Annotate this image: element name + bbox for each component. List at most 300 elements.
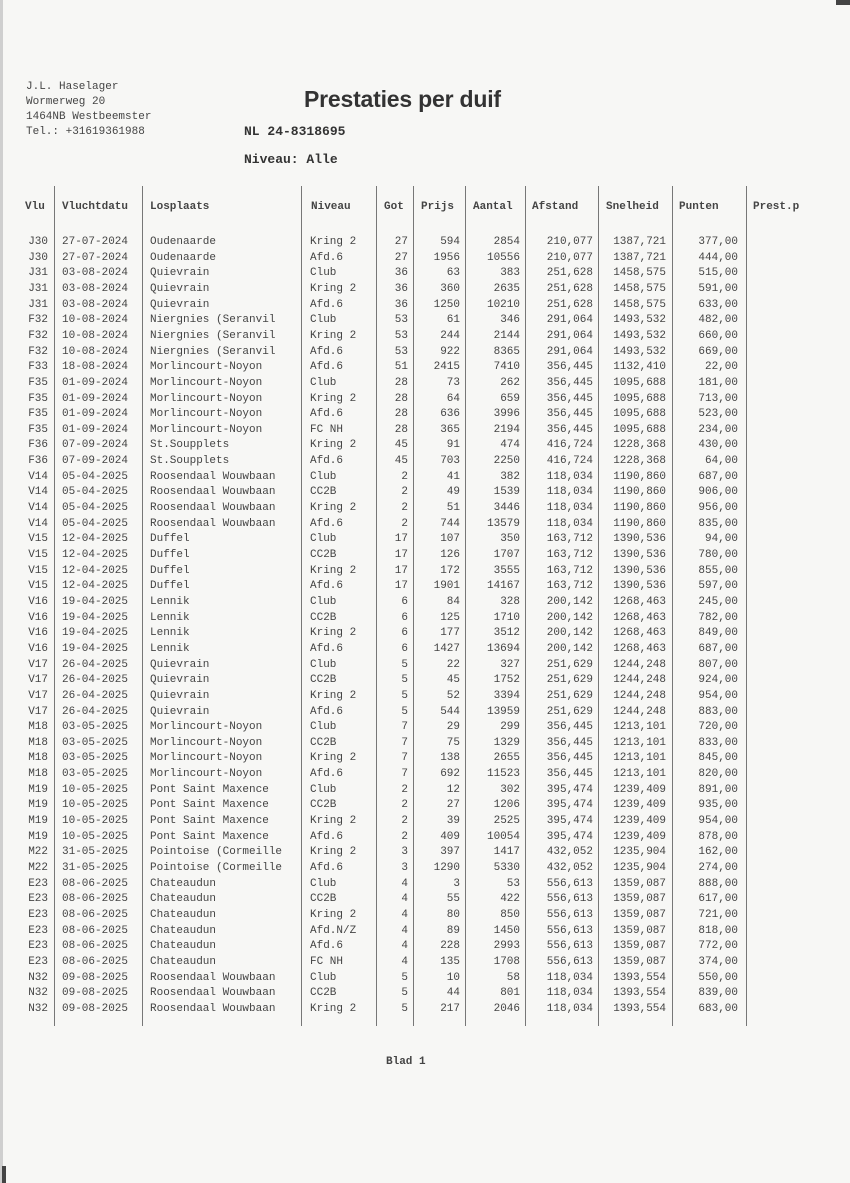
- cell-level: Afd.6: [310, 361, 344, 374]
- table-row: [0, 377, 850, 393]
- cell-release-site: Chateaudun: [150, 940, 217, 953]
- cell-level: Afd.6: [310, 345, 344, 358]
- cell-date: 27-07-2024: [62, 236, 129, 248]
- cell-prize: 397: [440, 846, 460, 859]
- cell-release-site: Chateaudun: [150, 893, 217, 906]
- table-row: [0, 846, 850, 862]
- cell-distance: 200,142: [546, 642, 593, 655]
- cell-vlu: E23: [28, 893, 48, 906]
- cell-count: 53: [506, 877, 520, 890]
- cell-vlu: M19: [28, 783, 48, 796]
- cell-got: 4: [401, 908, 408, 921]
- cell-vlu: F35: [28, 376, 48, 389]
- cell-distance: 200,142: [546, 627, 593, 640]
- cell-prize: 922: [440, 345, 460, 358]
- cell-prize: 544: [440, 705, 460, 718]
- cell-release-site: Pont Saint Maxence: [150, 783, 269, 796]
- cell-points: 845,00: [698, 752, 738, 765]
- table-row: [0, 252, 850, 268]
- table-row: [0, 737, 850, 753]
- cell-release-site: Lennik: [150, 611, 190, 624]
- cell-speed: 1268,463: [613, 595, 666, 608]
- cell-speed: 1359,087: [613, 877, 666, 890]
- cell-level: Kring 2: [310, 564, 357, 577]
- cell-prize: 125: [440, 611, 460, 624]
- cell-prize: 27: [446, 799, 460, 812]
- cell-prize: 1956: [433, 251, 460, 264]
- cell-vlu: V16: [28, 627, 48, 640]
- cell-level: Club: [310, 470, 337, 483]
- cell-count: 3394: [493, 689, 520, 702]
- cell-points: 162,00: [698, 846, 738, 859]
- cell-level: CC2B: [310, 549, 337, 561]
- cell-prize: 1290: [433, 862, 460, 874]
- cell-prize: 51: [446, 502, 460, 515]
- cell-prize: 1427: [433, 642, 460, 655]
- cell-got: 45: [394, 455, 408, 468]
- cell-level: Club: [310, 267, 337, 280]
- table-row: [0, 314, 850, 330]
- cell-release-site: Niergnies (Seranvil: [150, 345, 276, 358]
- table-row: [0, 831, 850, 847]
- cell-vlu: V17: [28, 674, 48, 687]
- cell-date: 03-08-2024: [62, 282, 129, 295]
- cell-vlu: E23: [28, 924, 48, 937]
- cell-level: FC NH: [310, 423, 344, 436]
- cell-got: 4: [401, 893, 408, 906]
- cell-got: 5: [401, 689, 408, 702]
- cell-speed: 1228,368: [613, 439, 666, 452]
- cell-release-site: Niergnies (Seranvil: [150, 314, 276, 327]
- cell-count: 850: [500, 908, 520, 921]
- cell-speed: 1359,087: [613, 908, 666, 921]
- cell-release-site: Quievrain: [150, 674, 210, 687]
- cell-vlu: V15: [28, 580, 48, 593]
- cell-got: 36: [394, 298, 408, 311]
- cell-prize: 29: [446, 721, 460, 734]
- cell-got: 4: [401, 940, 408, 953]
- cell-speed: 1095,688: [613, 392, 666, 405]
- cell-count: 3446: [493, 502, 520, 515]
- cell-speed: 1458,575: [613, 298, 666, 311]
- cell-speed: 1190,860: [613, 486, 666, 499]
- cell-prize: 55: [446, 893, 460, 906]
- cell-release-site: Roosendaal Wouwbaan: [150, 517, 276, 530]
- cell-got: 36: [394, 267, 408, 280]
- cell-date: 05-04-2025: [62, 486, 129, 499]
- table-row: [0, 674, 850, 690]
- cell-prize: 172: [440, 564, 460, 577]
- cell-level: Club: [310, 783, 337, 796]
- cell-speed: 1235,904: [613, 846, 666, 859]
- cell-count: 10210: [486, 298, 520, 311]
- cell-count: 1450: [493, 924, 520, 937]
- cell-count: 1539: [493, 486, 520, 499]
- cell-vlu: J30: [28, 236, 48, 248]
- cell-count: 1206: [493, 799, 520, 812]
- table-row: [0, 799, 850, 815]
- cell-level: CC2B: [310, 987, 337, 1000]
- cell-count: 1329: [493, 736, 520, 749]
- cell-got: 4: [401, 877, 408, 890]
- cell-points: 956,00: [698, 502, 738, 515]
- cell-points: 839,00: [698, 987, 738, 1000]
- cell-got: 5: [401, 987, 408, 1000]
- cell-prize: 1901: [433, 580, 460, 593]
- cell-release-site: Duffel: [150, 549, 190, 561]
- cell-vlu: F35: [28, 408, 48, 421]
- cell-date: 01-09-2024: [62, 392, 129, 405]
- table-row: [0, 1003, 850, 1019]
- cell-got: 3: [401, 846, 408, 859]
- cell-points: 64,00: [704, 455, 738, 468]
- cell-release-site: Niergnies (Seranvil: [150, 329, 276, 342]
- cell-distance: 395,474: [546, 815, 593, 828]
- cell-count: 659: [500, 392, 520, 405]
- cell-date: 08-06-2025: [62, 893, 129, 906]
- cell-date: 09-08-2025: [62, 987, 129, 1000]
- cell-date: 08-06-2025: [62, 955, 129, 968]
- table-row: [0, 518, 850, 534]
- cell-distance: 356,445: [546, 376, 593, 389]
- cell-vlu: N32: [28, 971, 48, 984]
- cell-prize: 73: [446, 376, 460, 389]
- table-row: [0, 393, 850, 409]
- cell-release-site: Roosendaal Wouwbaan: [150, 971, 276, 984]
- cell-distance: 356,445: [546, 392, 593, 405]
- cell-release-site: Chateaudun: [150, 877, 217, 890]
- cell-got: 53: [394, 345, 408, 358]
- cell-release-site: Morlincourt-Noyon: [150, 752, 263, 765]
- cell-prize: 10: [446, 971, 460, 984]
- cell-distance: 118,034: [546, 971, 593, 984]
- table-row: [0, 940, 850, 956]
- cell-points: 430,00: [698, 439, 738, 452]
- cell-count: 8365: [493, 345, 520, 358]
- cell-vlu: V15: [28, 533, 48, 546]
- cell-level: Kring 2: [310, 815, 357, 828]
- cell-release-site: Chateaudun: [150, 924, 217, 937]
- cell-points: 444,00: [698, 251, 738, 264]
- cell-points: 772,00: [698, 940, 738, 953]
- cell-level: Kring 2: [310, 752, 357, 765]
- page-number: Blad 1: [386, 1056, 426, 1068]
- cell-release-site: Duffel: [150, 533, 190, 546]
- cell-level: Afd.6: [310, 517, 344, 530]
- cell-level: Kring 2: [310, 627, 357, 640]
- table-row: [0, 878, 850, 894]
- cell-got: 5: [401, 1002, 408, 1015]
- table-row: [0, 565, 850, 581]
- owner-address: [26, 80, 151, 140]
- cell-prize: 41: [446, 470, 460, 483]
- cell-level: Kring 2: [310, 392, 357, 405]
- owner-name: J.L. Haselager: [26, 81, 119, 93]
- cell-prize: 2415: [433, 361, 460, 374]
- cell-vlu: F35: [28, 423, 48, 436]
- cell-level: CC2B: [310, 799, 337, 812]
- cell-release-site: Duffel: [150, 580, 190, 593]
- cell-vlu: V15: [28, 564, 48, 577]
- cell-got: 5: [401, 658, 408, 671]
- cell-points: 482,00: [698, 314, 738, 327]
- cell-release-site: Morlincourt-Noyon: [150, 768, 263, 781]
- cell-release-site: Quievrain: [150, 658, 210, 671]
- cell-got: 17: [394, 549, 408, 561]
- cell-points: 234,00: [698, 423, 738, 436]
- table-row: [0, 299, 850, 315]
- cell-date: 12-04-2025: [62, 549, 129, 561]
- cell-date: 08-06-2025: [62, 908, 129, 921]
- cell-vlu: F36: [28, 439, 48, 452]
- cell-level: Club: [310, 314, 337, 327]
- cell-count: 383: [500, 267, 520, 280]
- cell-vlu: V15: [28, 549, 48, 561]
- cell-distance: 118,034: [546, 470, 593, 483]
- cell-date: 19-04-2025: [62, 611, 129, 624]
- cell-level: Afd.6: [310, 580, 344, 593]
- cell-vlu: N32: [28, 987, 48, 1000]
- cell-vlu: E23: [28, 877, 48, 890]
- table-row: [0, 784, 850, 800]
- cell-level: Club: [310, 376, 337, 389]
- cell-got: 5: [401, 674, 408, 687]
- cell-release-site: Oudenaarde: [150, 251, 217, 264]
- cell-level: Kring 2: [310, 689, 357, 702]
- cell-vlu: M19: [28, 799, 48, 812]
- cell-vlu: F32: [28, 345, 48, 358]
- table-row: [0, 549, 850, 565]
- cell-prize: 1250: [433, 298, 460, 311]
- cell-distance: 251,628: [546, 282, 593, 295]
- cell-count: 1417: [493, 846, 520, 859]
- cell-count: 3512: [493, 627, 520, 640]
- cell-points: 782,00: [698, 611, 738, 624]
- cell-points: 891,00: [698, 783, 738, 796]
- cell-speed: 1095,688: [613, 376, 666, 389]
- cell-got: 28: [394, 408, 408, 421]
- header-count: Aantal: [473, 201, 513, 213]
- cell-count: 262: [500, 376, 520, 389]
- cell-prize: 594: [440, 236, 460, 248]
- cell-date: 10-08-2024: [62, 314, 129, 327]
- table-row: [0, 346, 850, 362]
- cell-points: 954,00: [698, 815, 738, 828]
- cell-vlu: V16: [28, 642, 48, 655]
- cell-prize: 217: [440, 1002, 460, 1015]
- cell-prize: 3: [453, 877, 460, 890]
- cell-got: 53: [394, 314, 408, 327]
- cell-vlu: J30: [28, 251, 48, 264]
- table-row: [0, 768, 850, 784]
- cell-release-site: Lennik: [150, 627, 190, 640]
- cell-speed: 1190,860: [613, 470, 666, 483]
- cell-distance: 291,064: [546, 329, 593, 342]
- cell-distance: 556,613: [546, 908, 593, 921]
- cell-release-site: Roosendaal Wouwbaan: [150, 470, 276, 483]
- cell-level: Club: [310, 877, 337, 890]
- table-row: [0, 408, 850, 424]
- cell-date: 19-04-2025: [62, 642, 129, 655]
- table-row: [0, 987, 850, 1003]
- cell-speed: 1095,688: [613, 408, 666, 421]
- table-row: [0, 596, 850, 612]
- cell-distance: 395,474: [546, 783, 593, 796]
- cell-got: 5: [401, 705, 408, 718]
- cell-got: 51: [394, 361, 408, 374]
- cell-date: 19-04-2025: [62, 627, 129, 640]
- cell-date: 01-09-2024: [62, 423, 129, 436]
- cell-points: 22,00: [704, 361, 738, 374]
- cell-prize: 63: [446, 267, 460, 280]
- cell-points: 883,00: [698, 705, 738, 718]
- cell-date: 31-05-2025: [62, 846, 129, 859]
- cell-speed: 1359,087: [613, 955, 666, 968]
- cell-speed: 1095,688: [613, 423, 666, 436]
- cell-distance: 556,613: [546, 893, 593, 906]
- cell-prize: 703: [440, 455, 460, 468]
- header-points: Punten: [679, 201, 719, 213]
- cell-level: Kring 2: [310, 1002, 357, 1015]
- cell-speed: 1387,721: [613, 236, 666, 248]
- cell-prize: 52: [446, 689, 460, 702]
- cell-release-site: Morlincourt-Noyon: [150, 408, 263, 421]
- cell-distance: 251,629: [546, 658, 593, 671]
- cell-distance: 356,445: [546, 721, 593, 734]
- cell-prize: 22: [446, 658, 460, 671]
- cell-level: Afd.6: [310, 642, 344, 655]
- cell-speed: 1244,248: [613, 674, 666, 687]
- cell-points: 617,00: [698, 893, 738, 906]
- cell-vlu: V17: [28, 689, 48, 702]
- cell-speed: 1493,532: [613, 345, 666, 358]
- cell-distance: 556,613: [546, 940, 593, 953]
- cell-vlu: M18: [28, 768, 48, 781]
- cell-vlu: F36: [28, 455, 48, 468]
- cell-distance: 251,629: [546, 674, 593, 687]
- cell-release-site: Quievrain: [150, 298, 210, 311]
- cell-count: 350: [500, 533, 520, 546]
- cell-prize: 39: [446, 815, 460, 828]
- cell-speed: 1458,575: [613, 267, 666, 280]
- cell-got: 4: [401, 955, 408, 968]
- cell-date: 01-09-2024: [62, 408, 129, 421]
- cell-points: 181,00: [698, 376, 738, 389]
- cell-distance: 395,474: [546, 830, 593, 843]
- cell-speed: 1393,554: [613, 987, 666, 1000]
- cell-points: 274,00: [698, 862, 738, 874]
- cell-date: 26-04-2025: [62, 658, 129, 671]
- cell-points: 687,00: [698, 642, 738, 655]
- cell-speed: 1458,575: [613, 282, 666, 295]
- cell-speed: 1390,536: [613, 549, 666, 561]
- cell-count: 382: [500, 470, 520, 483]
- cell-date: 07-09-2024: [62, 439, 129, 452]
- cell-vlu: M18: [28, 752, 48, 765]
- cell-release-site: Chateaudun: [150, 955, 217, 968]
- cell-distance: 200,142: [546, 595, 593, 608]
- cell-speed: 1235,904: [613, 862, 666, 874]
- cell-date: 03-05-2025: [62, 736, 129, 749]
- cell-got: 6: [401, 627, 408, 640]
- cell-vlu: F32: [28, 314, 48, 327]
- cell-points: 597,00: [698, 580, 738, 593]
- cell-count: 2854: [493, 236, 520, 248]
- cell-got: 2: [401, 799, 408, 812]
- cell-got: 3: [401, 862, 408, 874]
- cell-vlu: F33: [28, 361, 48, 374]
- cell-vlu: M19: [28, 815, 48, 828]
- cell-prize: 177: [440, 627, 460, 640]
- table-row: [0, 580, 850, 596]
- cell-date: 03-08-2024: [62, 267, 129, 280]
- cell-vlu: F35: [28, 392, 48, 405]
- cell-date: 05-04-2025: [62, 470, 129, 483]
- cell-got: 6: [401, 595, 408, 608]
- cell-speed: 1190,860: [613, 502, 666, 515]
- cell-level: Afd.6: [310, 705, 344, 718]
- cell-level: Afd.6: [310, 830, 344, 843]
- cell-date: 26-04-2025: [62, 689, 129, 702]
- cell-release-site: Lennik: [150, 642, 190, 655]
- cell-prize: 44: [446, 987, 460, 1000]
- cell-count: 2655: [493, 752, 520, 765]
- cell-got: 17: [394, 564, 408, 577]
- level-filter: Niveau: Alle: [244, 152, 338, 167]
- cell-date: 10-05-2025: [62, 830, 129, 843]
- table-row: [0, 486, 850, 502]
- table-row: [0, 690, 850, 706]
- cell-release-site: Morlincourt-Noyon: [150, 392, 263, 405]
- cell-release-site: Quievrain: [150, 282, 210, 295]
- cell-points: 835,00: [698, 517, 738, 530]
- cell-distance: 118,034: [546, 517, 593, 530]
- cell-got: 27: [394, 236, 408, 248]
- cell-distance: 356,445: [546, 768, 593, 781]
- cell-distance: 251,629: [546, 705, 593, 718]
- cell-speed: 1244,248: [613, 658, 666, 671]
- cell-date: 12-04-2025: [62, 580, 129, 593]
- cell-prize: 138: [440, 752, 460, 765]
- cell-level: FC NH: [310, 955, 344, 968]
- cell-points: 683,00: [698, 1002, 738, 1015]
- cell-distance: 118,034: [546, 502, 593, 515]
- cell-points: 591,00: [698, 282, 738, 295]
- table-row: [0, 659, 850, 675]
- cell-count: 58: [506, 971, 520, 984]
- cell-distance: 118,034: [546, 1002, 593, 1015]
- scan-mark: [2, 1166, 6, 1183]
- cell-points: 523,00: [698, 408, 738, 421]
- header-vlu: Vlu: [25, 201, 45, 213]
- cell-count: 801: [500, 987, 520, 1000]
- cell-speed: 1268,463: [613, 627, 666, 640]
- cell-points: 888,00: [698, 877, 738, 890]
- cell-got: 4: [401, 924, 408, 937]
- cell-date: 27-07-2024: [62, 251, 129, 264]
- cell-prize: 360: [440, 282, 460, 295]
- cell-count: 327: [500, 658, 520, 671]
- cell-vlu: J31: [28, 267, 48, 280]
- cell-speed: 1393,554: [613, 971, 666, 984]
- table-row: [0, 956, 850, 972]
- owner-city: 1464NB Westbeemster: [26, 111, 152, 123]
- cell-speed: 1390,536: [613, 564, 666, 577]
- cell-points: 633,00: [698, 298, 738, 311]
- cell-distance: 251,628: [546, 267, 593, 280]
- cell-points: 687,00: [698, 470, 738, 483]
- cell-release-site: Morlincourt-Noyon: [150, 376, 263, 389]
